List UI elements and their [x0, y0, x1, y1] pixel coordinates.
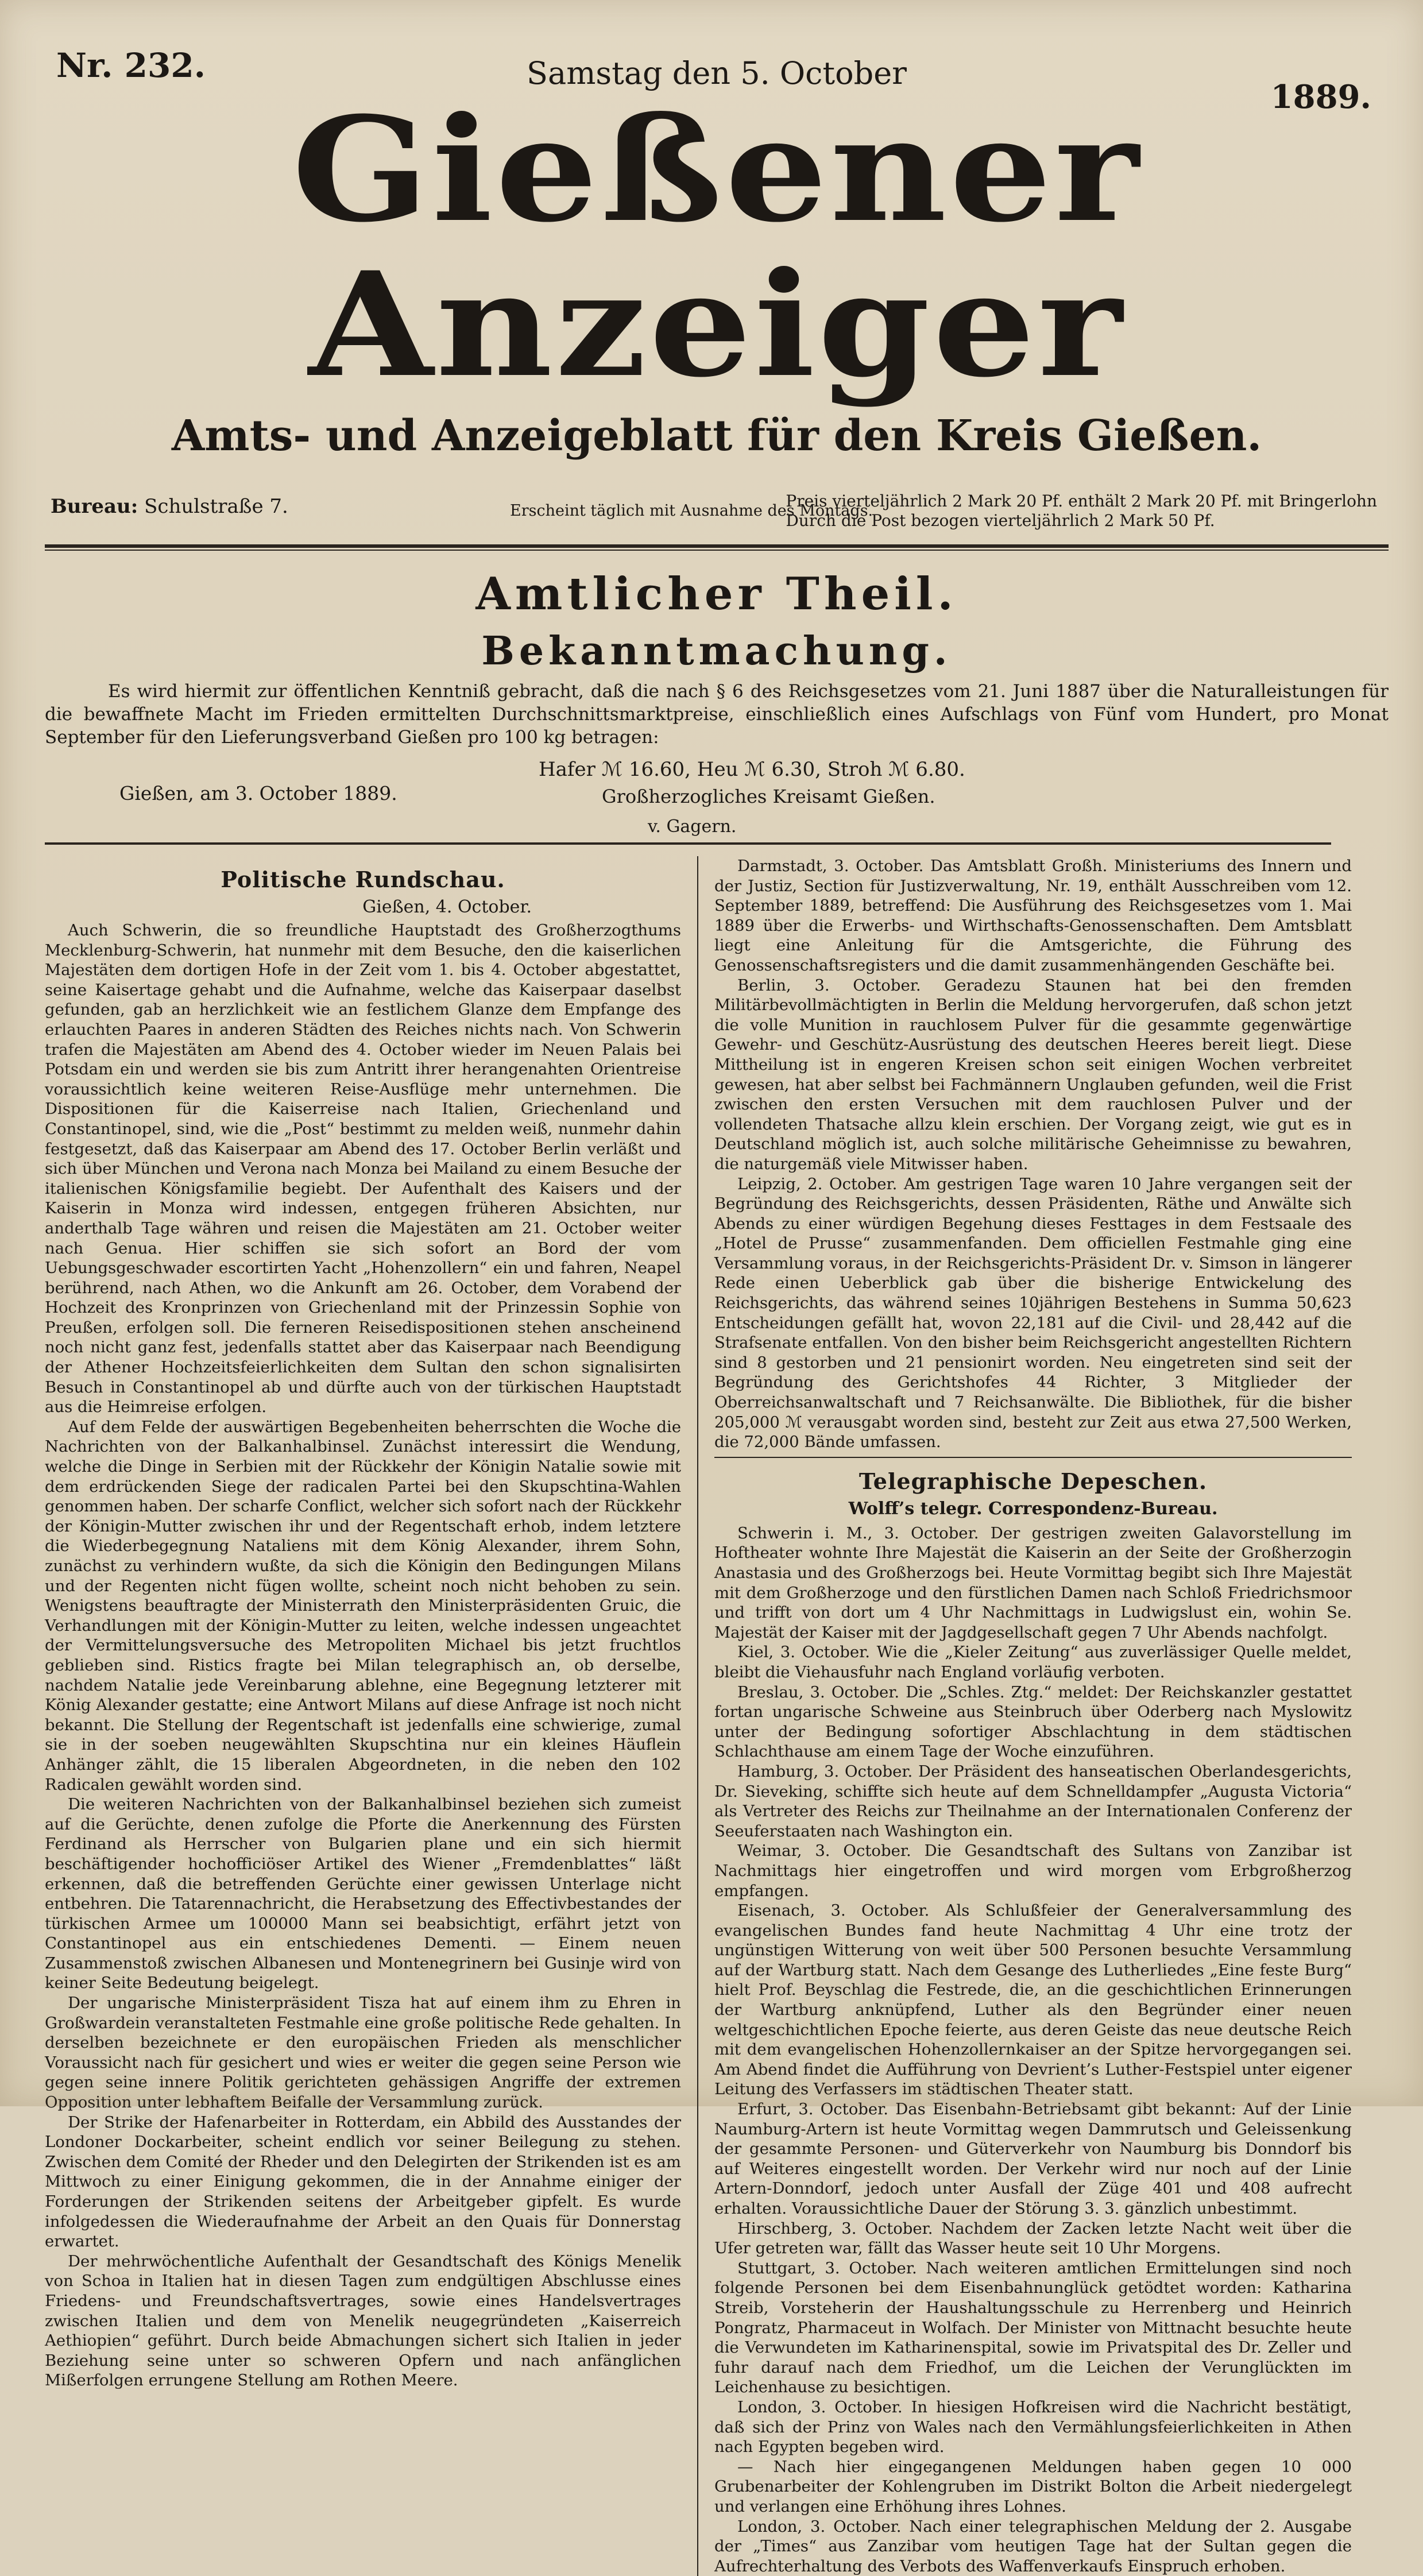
announcement-text: Es wird hiermit zur öffentlichen Kenntniß gebracht, daß die nach § 6 des Reichsgesetzes vom 21. Juni 1887 über die Naturalleistungen für die bewaffnete Macht im Frieden ermittelten Durchschnittsmarktpreise, einschließlich eines Aufschlags von Fünf vom Hundert, pro Monat September für den Lieferungsverband Gießen pro 100 kg betragen: — [45, 680, 1389, 749]
telegram-item: Kiel, 3. October. Wie die „Kieler Zeitung“ aus zuverlässiger Quelle meldet, bleibt die Viehausfuhr nach England vorläufig verboten. — [714, 1642, 1352, 1682]
telegram-item: Hamburg, 3. October. Der Präsident des hanseatischen Oberlandesgerichts, Dr. Sieveking, schiffte sich heute auf dem Schnelldampfer „Augusta Victoria“ als Vertreter des Reichs zur Theilnahme an der Internationalen Conferenz der Seeuferstaaten nach Washington ein. — [714, 1762, 1352, 1841]
telegram-item: Stuttgart, 3. October. Nach weiteren amtlichen Ermittelungen sind noch folgende Personen bei dem Eisenbahnunglück getödtet worden: Katharina Streib, Vorsteherin der Haushaltungsschule zu Herrenberg und Heinrich Pongratz, Pharmaceut in Wolfach. Der Minister von Mittnacht besuchte heute die Verwundeten im Katharinenspital, sowie im Privatspital des Dr. Zeller und fuhr darauf nach dem Friedhof, um die Leichen der Verunglückten im Leichenhause zu besichtigen. — [714, 2258, 1352, 2397]
price-line-1: Preis vierteljährlich 2 Mark 20 Pf. enthält 2 Mark 20 Pf. mit Bringerlohn — [786, 492, 1377, 511]
announcement-prices-row — [45, 758, 1389, 814]
telegram-item: Schwerin i. M., 3. October. Der gestrigen zweiten Galavorstellung im Hoftheater wohnte Ihre Majestät die Kaiserin an der Seite der Großherzogin Anastasia und des Großherzogs bei. Heute Vormittag begibt sich Ihre Majestät mit dem Großherzoge und den fürstlichen Damen nach Schloß Friedrichsmoor und trifft von dort um 4 Uhr Nachmittags in Ludwigslust ein, wohin Se. Majestät der Kaiser mit der Jagdgesellschaft gegen 7 Uhr Abends nachfolgt. — [714, 1523, 1352, 1643]
article-paragraph: Auf dem Felde der auswärtigen Begebenheiten beherrschten die Woche die Nachrichten von der Balkanhalbinsel. Zunächst interessirt die Wendung, welche die Dinge in Serbien mit der Rückkehr der Königin Natalie sowie mit dem erdrückenden Siege der radicalen Partei bei den Skupschtina-Wahlen genommen haben. Der scharfe Conflict, welcher sich sofort nach der Rückkehr der Königin-Mutter zwischen ihr und der Regentschaft erhob, indem letztere die Wiederbegegnung Nataliens mit dem König Alexander, ihrem Sohn, zunächst zu verhindern wußte, da sich die Königin den Bedingungen Milans und der Regenten nicht fügen wollte, scheint noch nicht behoben zu sein. Wenigstens beauftragte der Ministerrath den Ministerpräsidenten Gruic, die Verhandlungen mit der Königin-Mutter zu leiten, welche indessen ungeachtet der Vermittelungsversuche des Metropoliten Michael bis jetzt fruchtlos geblieben sind. Ristics fragte bei Milan telegraphisch an, ob derselbe, nachdem Natalie jede Vereinbarung ablehne, eine Begegnung letzterer mit König Alexander gestatte; eine Antwort Milans auf diese Anfrage ist noch nicht bekannt. Die Stellung der Regentschaft ist jedenfalls eine schwierige, zumal sie in der soeben neugewählten Skupschtina nur ein kleines Häuflein Anhänger zählt, die 15 liberalen Abgeordneten, in die neben den 102 Radicalen gewählt worden sind. — [45, 1417, 681, 1794]
article-columns — [45, 856, 1389, 2576]
bureau-label: Bureau: — [51, 495, 138, 518]
telegram-item: — Nach hier eingegangenen Meldungen haben gegen 10 000 Grubenarbeiter der Kohlengruben im Distrikt Bolton die Arbeit niedergelegt und verlangen eine Erhöhung ihres Lohnes. — [714, 2457, 1352, 2517]
price-line-2: Durch die Post bezogen vierteljährlich 2 Mark 50 Pf. — [786, 511, 1377, 531]
newspaper-subtitle: Amts- und Anzeigeblatt für den Kreis Gießen. — [45, 404, 1389, 467]
announcement-heading: Bekanntmachung. — [45, 628, 1389, 674]
left-column — [45, 856, 698, 2576]
announcement-authority: Großherzogliches Kreisamt Gießen. — [602, 786, 935, 807]
news-item-leipzig: Leipzig, 2. October. Am gestrigen Tage waren 10 Jahre vergangen seit der Begründung des Reichsgerichts, dessen Präsidenten, Räthe und Anwälte sich Abends zu einer würdigen Begehung dieses Festtages in dem Festsaale des „Hotel de Prusse“ zusammenfanden. Dem officiellen Festmahle ging eine Versammlung voraus, in der Reichsgerichts-Präsident Dr. v. Simson in längerer Rede einen Ueberblick gab über die bisherige Entwickelung des Reichsgerichts, das während seines 10jährigen Bestehens in Summa 50,623 Entscheidungen gefällt hat, wovon 22,181 auf die Civil- und 28,442 auf die Strafsenate entfallen. Von den bisher beim Reichsgericht angestellten Richtern sind 8 gestorben und 21 pensionirt worden. Neu eingetreten sind seit der Begründung des Gerichtshofes 44 Richter, 3 Mitglieder der Oberreichsanwaltschaft und 7 Reichsanwälte. Die Bibliothek, für die bisher 205,000 ℳ verausgabt worden sind, besteht zur Zeit aus etwa 27,500 Werken, die 72,000 Bände umfassen. — [714, 1174, 1352, 1452]
newspaper-title: Gießener Anzeiger — [0, 92, 1423, 402]
announcement-place-date: Gießen, am 3. October 1889. — [119, 782, 397, 804]
masthead-meta — [45, 485, 1389, 542]
article-paragraph: Der ungarische Ministerpräsident Tisza hat auf einem ihm zu Ehren in Großwardein veranstalteten Festmahle eine große politische Rede gehalten. In derselben bezeichnete er den europäischen Frieden als menschlicher Voraussicht nach für gesichert und wies er weiter die gegen seine Person wie gegen seine innere Politik gerichteten gehässigen Angriffe der extremen Opposition unter lebhaftem Beifalle der Versammlung zurück. — [45, 1993, 681, 2113]
masthead-rule — [45, 544, 1389, 548]
official-end-rule — [45, 842, 1331, 845]
official-section — [45, 568, 1389, 845]
telegram-item: Weimar, 3. October. Die Gesandtschaft des Sultans von Zanzibar ist Nachmittags hier eingetroffen und wird morgen vom Erbgroßherzog empfangen. — [714, 1841, 1352, 1901]
telegram-item: London, 3. October. In hiesigen Hofkreisen wird die Nachricht bestätigt, daß sich der Prinz von Wales nach den Vermählungsfeierlichkeiten in Athen nach Egypten begeben wird. — [714, 2397, 1352, 2457]
telegram-item: Eisenach, 3. October. Als Schlußfeier der Generalversammlung des evangelischen Bundes fand heute Nachmittag 4 Uhr eine trotz der ungünstigen Witterung von weit über 500 Personen besuchte Versammlung auf der Wartburg statt. Nach dem Gesange des Lutherliedes „Eine feste Burg“ hielt Prof. Beyschlag die Festrede, die, an die geschichtlichen Erinnerungen der Wartburg anknüpfend, Luther als den Begründer einer neuen weltgeschichtlichen Epoche feierte, aus deren Geiste das neue deutsche Reich mit dem evangelischen Hohenzollernkaiser an der Spitze hervorgegangen sei. Am Abend findet die Aufführung von Devrient’s Luther-Festspiel unter eigener Leitung des Verfassers im städtischen Theater statt. — [714, 1901, 1352, 2099]
announcement-prices: Hafer ℳ 16.60, Heu ℳ 6.30, Stroh ℳ 6.80. — [539, 758, 965, 781]
article-paragraph: Der mehrwöchentliche Aufenthalt der Gesandtschaft des Königs Menelik von Schoa in Italien hat in diesen Tagen zum endgültigen Abschlusse eines Friedens- und Freundschaftsvertrages, sowie eines Handelsvertrages zwischen Italien und dem von Menelik neugegründeten „Kaiserreich Aethiopien“ geführt. Durch beide Abmachungen sichert sich Italien in jeder Beziehung seine unter so schweren Opfern und nach anfänglichen Mißerfolgen errungene Stellung am Rothen Meere. — [45, 2252, 681, 2391]
masthead-rule-thin — [45, 550, 1389, 551]
article-paragraph: Der Strike der Hafenarbeiter in Rotterdam, ein Abbild des Ausstandes der Londoner Dockarbeiter, scheint endlich vor seiner Beilegung zu stehen. Zwischen dem Comité der Rheder und den Delegirten der Strikenden ist es am Mittwoch zu einer Einigung gekommen, die in der Annahme einiger der Forderungen der Strikenden seitens der Arbeitgeber gipfelt. Es wurde infolgedessen die Wiederaufnahme der Arbeit an den Quais für Donnerstag erwartet. — [45, 2113, 681, 2252]
issue-date: Samstag den 5. October — [45, 55, 1389, 91]
telegram-item: London, 3. October. Nach einer telegraphischen Meldung der 2. Ausgabe der „Times“ aus Zanzibar vom heutigen Tage hat der Sultan gegen die Aufrechterhaltung des Verbots des Waffenverkaufs Einspruch erhoben. — [714, 2517, 1352, 2576]
rundschau-dateline: Gießen, 4. October. — [45, 897, 681, 917]
wolff-bureau-subheading: Wolff’s telegr. Correspondenz-Bureau. — [714, 1499, 1352, 1519]
article-paragraph: Die weiteren Nachrichten von der Balkanhalbinsel beziehen sich zumeist auf die Gerüchte, denen zufolge die Pforte die Anerkennung des Fürsten Ferdinand als Herrscher von Bulgarien plane und ein sich hiermit beschäftigender hochofficiöser Artikel des Wiener „Fremdenblattes“ läßt erkennen, daß die betreffenden Gerüchte einer gewissen Unterlage nicht entbehren. Die Tatarennachricht, die Herabsetzung des Effectivbestandes der türkischen Armee um 100000 Mann sei beabsichtigt, erfährt jetzt von Constantinopel aus ein entschiedenes Dementi. — Einem neuen Zusammenstoß zwischen Albanesen und Montenegrinern bei Gusinje wird von keiner Seite Bedeutung beigelegt. — [45, 1794, 681, 1993]
issue-number: Nr. 232. — [56, 46, 206, 85]
telegram-item: Hirschberg, 3. October. Nachdem der Zacken letzte Nacht weit über die Ufer getreten war, fällt das Wasser heute seit 10 Uhr Morgens. — [714, 2219, 1352, 2258]
telegraphische-depeschen-heading: Telegraphische Depeschen. — [714, 1468, 1352, 1494]
subscription-price — [786, 492, 1377, 531]
official-heading: Amtlicher Theil. — [45, 568, 1389, 620]
politische-rundschau-heading: Politische Rundschau. — [45, 867, 681, 892]
article-paragraph: Auch Schwerin, die so freundliche Hauptstadt des Großherzogthums Mecklenburg-Schwerin, hat nunmehr mit dem Besuche, den die kaiserlichen Majestäten dem dortigen Hofe in der Zeit vom 1. bis 4. October abgestattet, seine Kaisertage gehabt und die Aufnahme, welche das Kaiserpaar daselbst gefunden, gab an herzlichkeit wie an festlichem Glanze dem Empfange des erlauchten Paares in anderen Städten des Reiches nichts nach. Von Schwerin trafen die Majestäten am Abend des 4. October wieder im Neuen Palais bei Potsdam ein und werden sie bis zum Antritt ihrer herangenahten Orientreise voraussichtlich keine weiteren Reise-Ausflüge mehr unternehmen. Die Dispositionen für die Kaiserreise nach Italien, Griechenland und Constantinopel, sind, wie die „Post“ bestimmt zu melden weiß, nunmehr dahin festgesetzt, daß das Kaiserpaar am Abend des 17. October Berlin verläßt und sich über München und Verona nach Monza bei Mailand zu einem Besuche der italienischen Königsfamilie begiebt. Der Aufenthalt des Kaisers und der Kaiserin in Monza wird indessen, entgegen früheren Absichten, nur anderthalb Tage währen und reisen die Majestäten am 21. October weiter nach Genua. Hier schiffen sie sich sofort an Bord der vom Uebungsgeschwader escortirten Yacht „Hohenzollern“ ein und fahren, Neapel berührend, nach Athen, wo die Ankunft am 26. October, dem Vorabend der Hochzeit des Kronprinzen von Griechenland mit der Prinzessin Sophie von Preußen, erfolgen soll. Die ferneren Reisedispositionen stehen anscheinend noch nicht ganz fest, jedenfalls stattet aber das Kaiserpaar nach Beendigung der Athener Hochzeitsfeierlichkeiten dem Sultan den schon signalisirten Besuch in Constantinopel ab und dürfte auch von der türkischen Hauptstadt aus die Heimreise erfolgen. — [45, 920, 681, 1417]
publication-schedule: Erscheint täglich mit Ausnahme des Montags. — [510, 502, 873, 520]
bureau-street: Schulstraße 7. — [144, 495, 288, 518]
announcement-signer: v. Gagern. — [648, 817, 1389, 837]
telegram-item: Erfurt, 3. October. Das Eisenbahn-Betriebsamt gibt bekannt: Auf der Linie Naumburg-Artern ist heute Vormittag wegen Dammrutsch und Geleissenkung der gesammte Personen- und Güterverkehr von Naumburg bis Donndorf bis auf Weiteres eingestellt worden. Der Verkehr wird nur noch auf der Linie Artern-Donndorf, jedoch unter Ausfall der Züge 401 und 408 aufrecht erhalten. Voraussichtliche Dauer der Störung 3. 3. gänzlich unbestimmt. — [714, 2099, 1352, 2219]
right-column — [698, 856, 1352, 2576]
bureau-address — [51, 495, 288, 518]
telegram-item: Breslau, 3. October. Die „Schles. Ztg.“ meldet: Der Reichskanzler gestattet fortan ungarische Schweine aus Steinbruch über Oderberg nach Myslowitz unter der Bedingung sofortiger Abschlachtung in dem städtischen Schlachthause am einem Tage der Woche einzuführen. — [714, 1682, 1352, 1762]
news-item-darmstadt: Darmstadt, 3. October. Das Amtsblatt Großh. Ministeriums des Innern und der Justiz, Section für Justizverwaltung, Nr. 19, enthält Ausschreiben vom 12. September 1889, betreffend: Die Ausführung des Reichsgesetzes vom 1. Mai 1889 über die Erwerbs- und Wirthschafts-Genossenschaften. Dem Amtsblatt liegt eine Anleitung für die Amtsgerichte, die Führung des Genossenschaftsregisters und die damit zusammenhängenden Geschäfte bei. — [714, 856, 1352, 976]
section-divider — [714, 1457, 1352, 1458]
issue-year: 1889. — [1271, 78, 1371, 116]
news-item-berlin: Berlin, 3. October. Geradezu Staunen hat bei den fremden Militärbevollmächtigten in Berlin die Meldung hervorgerufen, daß schon jetzt die volle Munition in rauchlosem Pulver für die gesammte gegenwärtige Gewehr- und Geschütz-Ausrüstung des deutschen Heeres bereit liegt. Diese Mittheilung ist in engeren Kreisen schon seit einigen Wochen verbreitet gewesen, hat aber selbst bei Fachmännern Unglauben gefunden, weil die Frist zwischen den ersten Versuchen mit dem rauchlosen Pulver und der vollendeten Thatsache allzu klein erschien. Der Vorgang zeigt, wie gut es in Deutschland möglich ist, auch solche militärische Geheimnisse zu bewahren, die naturgemäß viele Mitwisser haben. — [714, 976, 1352, 1174]
